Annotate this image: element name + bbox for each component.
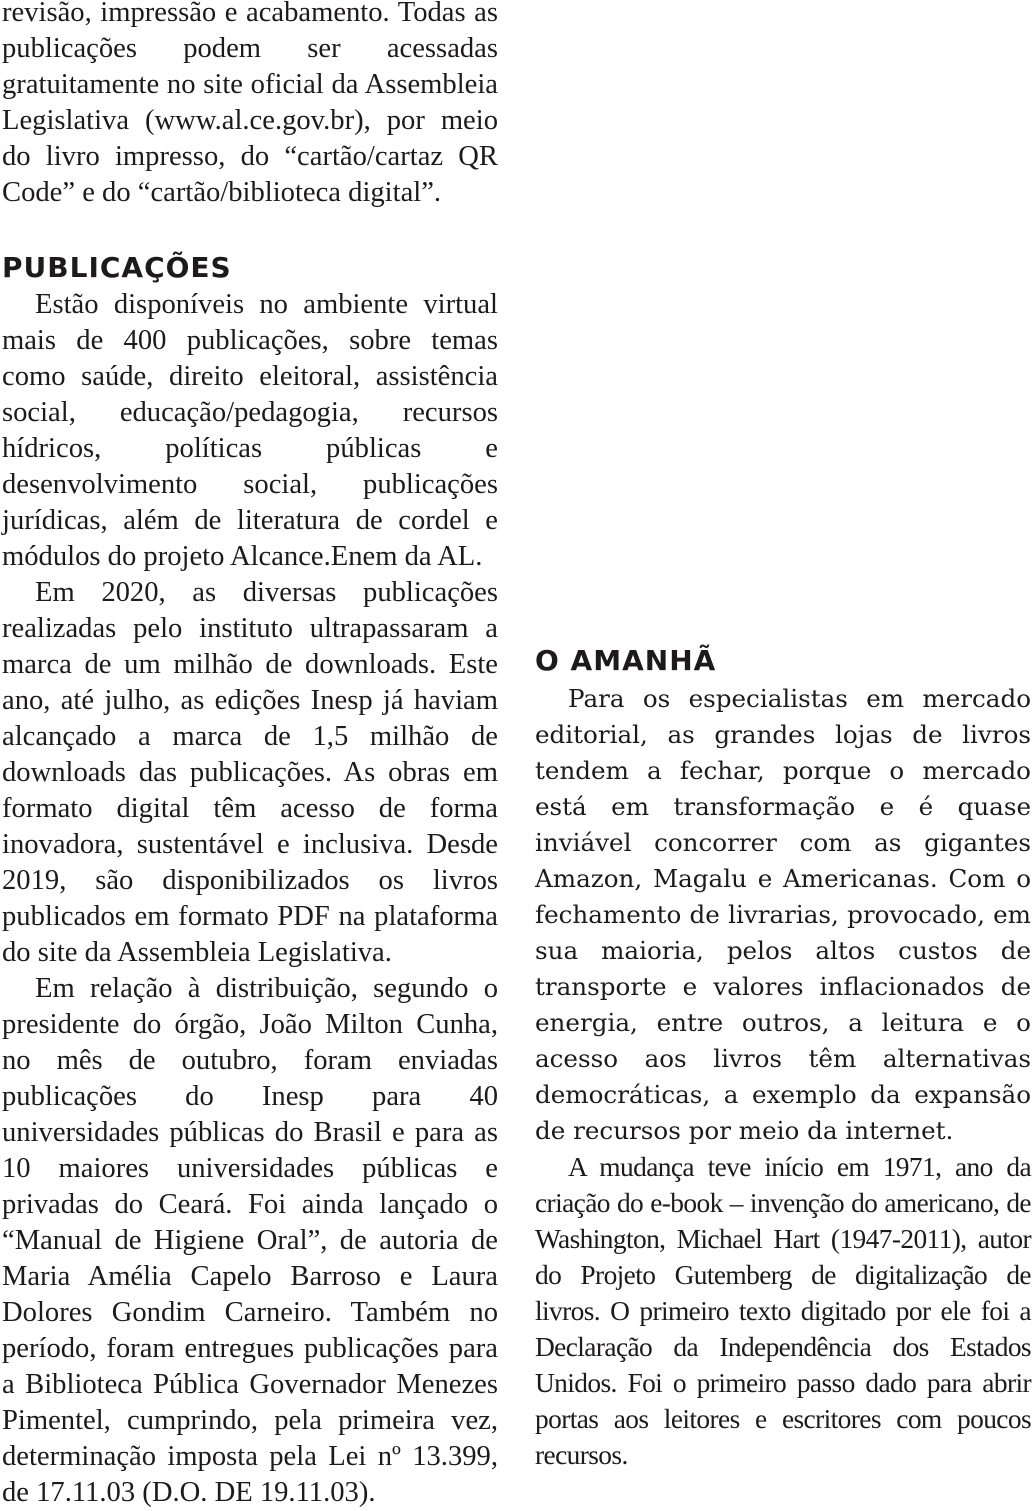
intro-paragraph: revisão, impressão e acabamento. Todas as publicações podem ser acessadas gratuitamente no site oficial da Assembleia Legislativa (www.al.ce.gov.br), por meio do livro impresso, do “cartão/cartaz QR Code” e do “cartão/biblioteca digital”. xyxy=(2,0,498,208)
paragraph-amanha-2: A mudança teve início em 1971, ano da criação do e-book – invenção do americano, de Washington, Michael Hart (1947-2011), autor do Projeto Gutemberg de digitalização de livros. O primeiro texto digitado por ele foi a Declaração da Independência dos Estados Unidos. Foi o primeiro passo dado para abrir portas aos leitores e escritores com poucos recursos. xyxy=(535,1152,1031,1470)
paragraph-publicacoes-2: Em 2020, as diversas publicações realizadas pelo instituto ultrapassaram a marca de um milhão de downloads. Este ano, até julho, as edições Inesp já haviam alcançado a marca de 1,5 milhão de downloads das publicações. As obras em formato digital têm acesso de forma inovadora, sustentável e inclusiva. Desde 2019, são disponibilizados os livros publicados em formato PDF na plataforma do site da Assembleia Legislativa. xyxy=(2,577,498,968)
paragraph-publicacoes-1: Estão disponíveis no ambiente virtual mais de 400 publicações, sobre temas como saúde, direito eleitoral, assistência social, educação/pedagogia, recursos hídricos, políticas públicas e desenvolvimento social, publicações jurídicas, além de literatura de cordel e módulos do projeto Alcance.Enem da AL. xyxy=(2,289,498,572)
left-column xyxy=(2,0,498,1511)
section-heading-o-amanha: O AMANHÃ xyxy=(535,644,717,677)
section-heading-publicacoes: PUBLICAÇÕES xyxy=(2,251,232,284)
right-column xyxy=(535,641,1031,1473)
paragraph-publicacoes-3: Em relação à distribuição, segundo o presidente do órgão, João Milton Cunha, no mês de outubro, foram enviadas publicações do Inesp para 40 universidades públicas do Brasil e para as 10 maiores universidades públicas e privadas do Ceará. Foi ainda lançado o “Manual de Higiene Oral”, de autoria de Maria Amélia Capelo Barroso e Laura Dolores Gondim Carneiro. Também no período, foram entregues publicações para a Biblioteca Pública Governador Menezes Pimentel, cumprindo, pela primeira vez, determinação imposta pela Lei nº 13.399, de 17.11.03 (D.O. DE 19.11.03). xyxy=(2,973,498,1508)
paragraph-amanha-1: Para os especialistas em mercado editorial, as grandes lojas de livros tendem a fechar, porque o mercado está em transformação e é quase inviável concorrer com as gigantes Amazon, Magalu e Americanas. Com o fechamento de livrarias, provocado, em sua maioria, pelos altos custos de transporte e valores inflacionados de energia, entre outros, a leitura e o acesso aos livros têm alternativas democráticas, a exemplo da expansão de recursos por meio da internet. xyxy=(535,684,1031,1145)
